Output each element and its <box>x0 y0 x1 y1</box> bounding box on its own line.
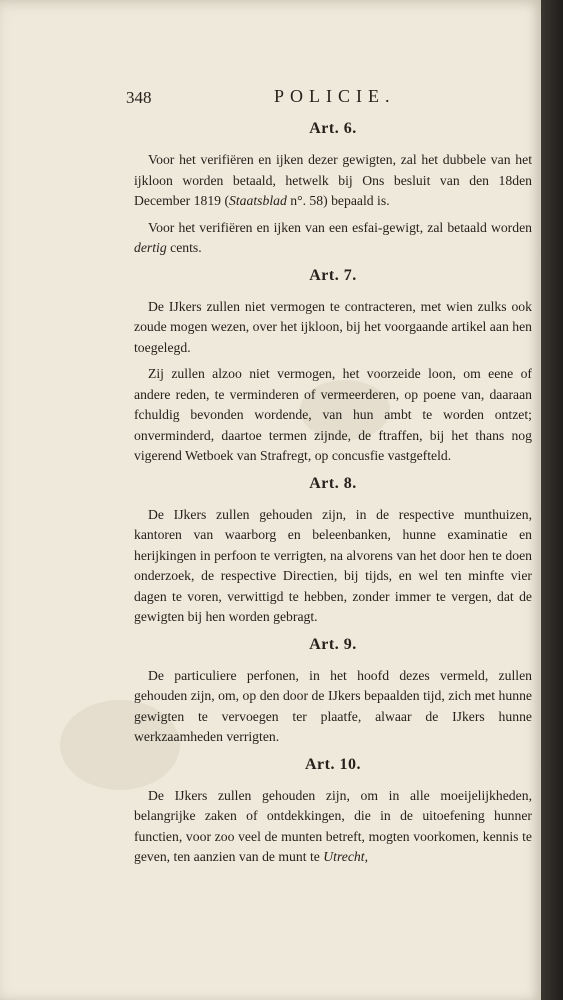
running-head <box>126 86 532 112</box>
article-paragraph: De particuliere perfonen, in het hoofd dezes vermeld, zullen gehouden zijn, om, op den door de IJkers bepaalden tijd, zich met hunne gewigten te vervoegen ter plaatfe, alwaar de IJkers hunne werkzaamheden verrigten. <box>134 667 532 744</box>
article-heading: Art. 7. <box>309 266 357 284</box>
article-heading: Art. 10. <box>305 755 361 773</box>
article-paragraph: Zij zullen alzoo niet vermogen, het voorzeide loon, om eene of andere reden, te verminderen of vermeerderen, op poene van, daaraan fchuldig bevonden wordende, van hun ambt te worden ontzet; onverminderd, daartoe termen zijnde, de ftraffen, bij het thans nog vigerend Wetboek van Strafregt, op concusfie vastgefteld. <box>134 366 532 463</box>
article-heading: Art. 8. <box>309 474 357 492</box>
book-spine <box>541 0 563 1000</box>
article-paragraph: De IJkers zullen niet vermogen te contracteren, met wien zulks ook zoude mogen wezen, over het ijkloon, bij het voorgaande artikel aan hen toegelegd. <box>134 298 532 355</box>
article-heading: Art. 6. <box>309 120 357 137</box>
article-paragraph: Voor het verifiëren en ijken dezer gewigten, zal het dubbele van het ijkloon worden betaald, hetwelk bij Ons besluit van den 18den December 1819 (Staatsblad n°. 58) bepaald is. <box>134 152 532 208</box>
article-paragraph: Voor het verifiëren en ijken van een esfai-gewigt, zal betaald worden dertig cents. <box>134 219 532 255</box>
page-number: 348 <box>126 88 152 107</box>
article-heading: Art. 9. <box>309 635 357 653</box>
running-title: POLICIE. <box>274 86 396 106</box>
article-paragraph: De IJkers zullen gehouden zijn, om in alle moeijelijkheden, belangrijke zaken of ontdekkingen, die in de uitoefening hunner functien, voor zoo veel de munten betreft, mogten voorkomen, kennis te geven, ten aanzien van de munt te Utrecht, <box>134 787 532 864</box>
article-paragraph: De IJkers zullen gehouden zijn, in de respective munthuizen, kantoren van waarborg en beleenbanken, hunne examinatie en herijkingen in perfoon te verrigten, na alvorens van het door hen te doen onderzoek, de respective Directien, bij tijds, en wel ten minfte vier dagen te voren, verwittigd te hebben, zonder immer te vergen, dat de gewigten bij hen worden gebragt. <box>134 506 532 624</box>
page-content <box>126 86 532 874</box>
